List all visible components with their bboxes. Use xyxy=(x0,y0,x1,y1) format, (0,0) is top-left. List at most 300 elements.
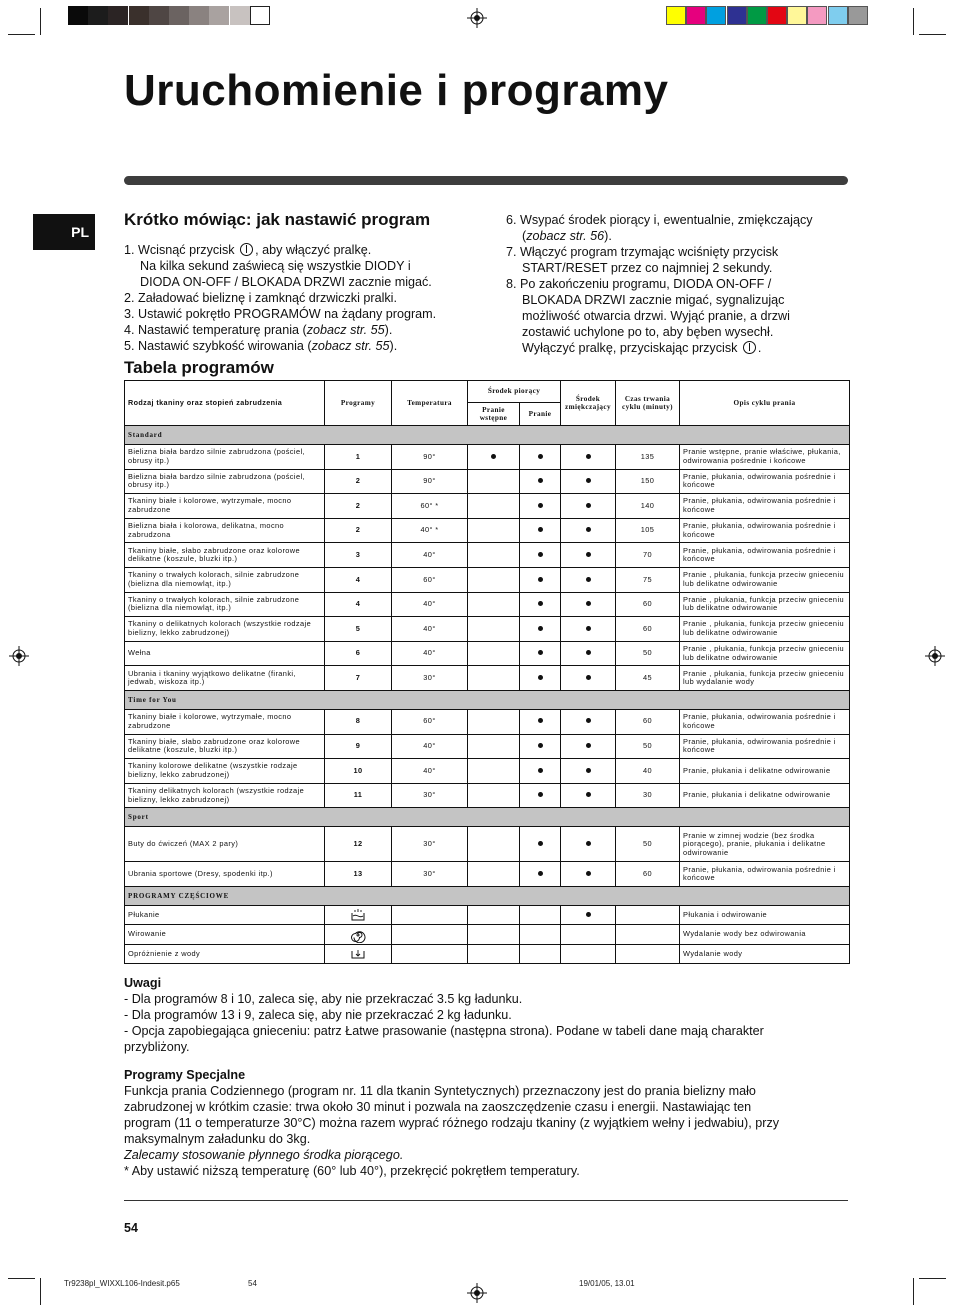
page-reference: zobacz str. 55 xyxy=(311,339,390,353)
wash-cell xyxy=(520,944,561,964)
page-number: 54 xyxy=(124,1221,138,1235)
step-line xyxy=(506,340,848,356)
temperature-cell: 30° xyxy=(392,862,468,887)
fabric-cell: Opróżnienie z wody xyxy=(125,944,325,964)
softener-cell xyxy=(561,709,616,734)
description-cell: Pranie w zimnej wodzie (bez środka piorącego), pranie, płukania i delikatne odwirowanie xyxy=(680,827,850,862)
program-number-cell: 5 xyxy=(325,617,392,642)
wash-cell xyxy=(520,925,561,945)
special-italic-text: Zalecamy stosowanie płynnego środka piorącego. xyxy=(124,1148,404,1162)
fabric-cell: Buty do ćwiczeń (MAX 2 pary) xyxy=(125,827,325,862)
drain-icon xyxy=(350,947,366,961)
step-text: możliwość otwarcia drzwi. Wyjąć pranie, a drzwi xyxy=(522,309,790,323)
description-cell: Pranie wstępne, pranie właściwe, płukania, odwirowania pośrednie i końcowe xyxy=(680,445,850,470)
spin-icon xyxy=(350,927,366,943)
program-group-label: Standard xyxy=(125,426,850,445)
wash-cell xyxy=(520,783,561,808)
fabric-cell: Tkaniny o trwałych kolorach, silnie zabrudzone (bielizna dla niemowląt, itp.) xyxy=(125,567,325,592)
table-row xyxy=(125,567,850,592)
prewash-cell xyxy=(468,567,520,592)
table-row xyxy=(125,925,850,945)
bullet-icon xyxy=(538,675,543,680)
softener-cell xyxy=(561,944,616,964)
duration-cell: 50 xyxy=(616,641,680,666)
gray-swatch xyxy=(230,6,250,25)
wash-cell xyxy=(520,666,561,691)
prewash-cell xyxy=(468,827,520,862)
softener-cell xyxy=(561,734,616,759)
description-cell: Pranie, płukania, odwirowania pośrednie i końcowe xyxy=(680,469,850,494)
bullet-icon xyxy=(538,718,543,723)
wash-cell xyxy=(520,827,561,862)
description-cell: Pranie, płukania, odwirowania pośrednie i końcowe xyxy=(680,494,850,519)
crop-mark xyxy=(919,34,946,35)
bullet-icon xyxy=(586,675,591,680)
step-line xyxy=(506,244,848,260)
column-header-wash: Pranie xyxy=(520,403,561,426)
prewash-cell xyxy=(468,666,520,691)
bullet-icon xyxy=(538,601,543,606)
step-line xyxy=(506,308,848,324)
table-row xyxy=(125,543,850,568)
column-header-duration: Czas trwania cyklu (minuty) xyxy=(616,381,680,426)
rinse-icon xyxy=(350,908,366,922)
temperature-cell: 40° * xyxy=(392,518,468,543)
duration-cell: 75 xyxy=(616,567,680,592)
temperature-cell: 60° xyxy=(392,567,468,592)
bullet-icon xyxy=(586,768,591,773)
registration-target-icon xyxy=(467,8,487,28)
registration-target-icon xyxy=(9,646,29,666)
wash-cell xyxy=(520,905,561,925)
column-header-temperature: Temperatura xyxy=(392,381,468,426)
gray-swatch xyxy=(68,6,88,25)
bullet-icon xyxy=(538,768,543,773)
column-header-program: Programy xyxy=(325,381,392,426)
table-row xyxy=(125,709,850,734)
bullet-icon xyxy=(586,792,591,797)
prewash-cell xyxy=(468,783,520,808)
wash-cell xyxy=(520,592,561,617)
duration-cell xyxy=(616,925,680,945)
step-line xyxy=(124,322,494,338)
color-swatch xyxy=(848,6,868,25)
duration-cell xyxy=(616,944,680,964)
duration-cell: 60 xyxy=(616,592,680,617)
table-row xyxy=(125,905,850,925)
crop-mark xyxy=(919,1278,946,1279)
color-swatch xyxy=(706,6,726,25)
step-line xyxy=(124,290,494,306)
duration-cell: 135 xyxy=(616,445,680,470)
special-programs-section xyxy=(124,1067,848,1179)
wash-cell xyxy=(520,617,561,642)
special-line: program (11 o temperaturze 30°C) można razem wyprać różnego rodzaju tkaniny (z wyjątkiem wełny i jedwabiu), przy xyxy=(124,1116,780,1130)
description-cell: Pranie , płukania, funkcja przeciw gnieceniu lub delikatne odwirowanie xyxy=(680,592,850,617)
page-reference: zobacz str. 56 xyxy=(526,229,605,243)
program-number-cell: 10 xyxy=(325,759,392,784)
column-header-detergent: Środek piorący xyxy=(468,381,561,403)
bullet-icon xyxy=(538,841,543,846)
softener-cell xyxy=(561,494,616,519)
description-cell: Wydalanie wody bez odwirowania xyxy=(680,925,850,945)
table-row xyxy=(125,862,850,887)
table-row xyxy=(125,494,850,519)
power-icon xyxy=(743,341,756,354)
program-table xyxy=(124,380,850,964)
fabric-cell: Tkaniny białe, słabo zabrudzone oraz kolorowe delikatne (koszule, bluzki itp.) xyxy=(125,543,325,568)
softener-cell xyxy=(561,592,616,617)
crop-mark xyxy=(40,8,41,35)
program-number-cell: 2 xyxy=(325,494,392,519)
prewash-cell xyxy=(468,709,520,734)
column-header-softener: Środek zmiękczający xyxy=(561,381,616,426)
softener-cell xyxy=(561,641,616,666)
program-number-cell: 2 xyxy=(325,469,392,494)
bullet-icon xyxy=(586,650,591,655)
wash-cell xyxy=(520,709,561,734)
gray-swatch xyxy=(250,6,270,25)
crop-mark xyxy=(913,8,914,35)
fabric-cell: Ubrania sportowe (Dresy, spodenki itp.) xyxy=(125,862,325,887)
softener-cell xyxy=(561,567,616,592)
duration-cell: 60 xyxy=(616,862,680,887)
fabric-cell: Tkaniny o trwałych kolorach, silnie zabrudzone (bielizna dla niemowląt, itp.) xyxy=(125,592,325,617)
softener-cell xyxy=(561,617,616,642)
prewash-cell xyxy=(468,759,520,784)
prewash-cell xyxy=(468,641,520,666)
temperature-cell xyxy=(392,905,468,925)
program-group-label: Sport xyxy=(125,808,850,827)
program-icon-cell xyxy=(325,944,392,964)
footer-divider xyxy=(124,1200,848,1201)
step-line xyxy=(124,242,494,258)
step-line xyxy=(506,212,848,228)
special-line: maksymalnym załadunku do 3kg. xyxy=(124,1132,311,1146)
program-group-label: PROGRAMY CZĘŚCIOWE xyxy=(125,886,850,905)
footer-filename: Tr9238pl_WIXXL106-Indesit.p65 xyxy=(64,1279,180,1288)
bullet-icon xyxy=(586,912,591,917)
duration-cell: 105 xyxy=(616,518,680,543)
fabric-cell: Tkaniny białe i kolorowe, wytrzymałe, mocno zabrudzone xyxy=(125,494,325,519)
fabric-cell: Wirowanie xyxy=(125,925,325,945)
bullet-icon xyxy=(586,454,591,459)
softener-cell xyxy=(561,862,616,887)
wash-cell xyxy=(520,641,561,666)
prewash-cell xyxy=(468,494,520,519)
description-cell: Pranie , płukania, funkcja przeciw gnieceniu lub delikatne odwirowanie xyxy=(680,617,850,642)
temperature-cell: 40° xyxy=(392,543,468,568)
prewash-cell xyxy=(468,734,520,759)
program-number-cell: 11 xyxy=(325,783,392,808)
step-text: 5. Nastawić szybkość wirowania ( xyxy=(124,339,312,353)
step-text: 1. Wcisnąć przycisk xyxy=(124,243,239,257)
step-text: 7. Włączyć program trzymając wciśnięty przycisk xyxy=(506,245,779,259)
step-text: 6. Wsypać środek piorący i, ewentualnie, zmiękczający xyxy=(506,213,813,227)
program-number-cell: 12 xyxy=(325,827,392,862)
bullet-icon xyxy=(586,577,591,582)
program-number-cell: 2 xyxy=(325,518,392,543)
page-reference: zobacz str. 55 xyxy=(306,323,385,337)
description-cell: Pranie, płukania, odwirowania pośrednie i końcowe xyxy=(680,709,850,734)
bullet-icon xyxy=(586,718,591,723)
fabric-cell: Bielizna biała bardzo silnie zabrudzona (pościel, obrusy itp.) xyxy=(125,445,325,470)
temperature-cell: 60° xyxy=(392,709,468,734)
softener-cell xyxy=(561,666,616,691)
program-group-row xyxy=(125,690,850,709)
title-divider-bar xyxy=(124,176,848,185)
quick-guide-steps-right xyxy=(506,212,848,356)
program-number-cell: 4 xyxy=(325,567,392,592)
temperature-cell: 30° xyxy=(392,827,468,862)
description-cell: Pranie , płukania, funkcja przeciw gnieceniu lub delikatne odwirowanie xyxy=(680,641,850,666)
program-icon-cell xyxy=(325,905,392,925)
program-number-cell: 1 xyxy=(325,445,392,470)
color-swatch xyxy=(747,6,767,25)
column-header-description: Opis cyklu prania xyxy=(680,381,850,426)
special-line: Funkcja prania Codziennego (program nr. 11 dla tkanin Syntetycznych) przeznaczony jest do prania bielizny mało xyxy=(124,1084,756,1098)
prewash-cell xyxy=(468,925,520,945)
temperature-cell: 40° xyxy=(392,759,468,784)
duration-cell: 150 xyxy=(616,469,680,494)
color-swatch xyxy=(807,6,827,25)
table-row xyxy=(125,759,850,784)
table-row xyxy=(125,518,850,543)
fabric-cell: Bielizna biała bardzo silnie zabrudzona (pościel, obrusy itp.) xyxy=(125,469,325,494)
softener-cell xyxy=(561,445,616,470)
program-number-cell: 4 xyxy=(325,592,392,617)
bullet-icon xyxy=(538,626,543,631)
description-cell: Pranie , płukania, funkcja przeciw gnieceniu lub wydalanie wody xyxy=(680,666,850,691)
temperature-cell: 40° xyxy=(392,641,468,666)
description-cell: Pranie, płukania, odwirowania pośrednie i końcowe xyxy=(680,543,850,568)
temperature-cell xyxy=(392,944,468,964)
temperature-cell: 30° xyxy=(392,666,468,691)
duration-cell: 30 xyxy=(616,783,680,808)
table-row xyxy=(125,592,850,617)
description-cell: Płukania i odwirowanie xyxy=(680,905,850,925)
fabric-cell: Tkaniny delikatnych kolorach (wszystkie rodzaje bielizny, lekko zabrudzonej) xyxy=(125,783,325,808)
wash-cell xyxy=(520,494,561,519)
program-icon-cell xyxy=(325,925,392,945)
language-tab: PL xyxy=(33,214,95,250)
duration-cell: 40 xyxy=(616,759,680,784)
fabric-cell: Tkaniny białe i kolorowe, wytrzymałe, mocno zabrudzone xyxy=(125,709,325,734)
prewash-cell xyxy=(468,543,520,568)
gray-swatch xyxy=(169,6,189,25)
duration-cell: 50 xyxy=(616,827,680,862)
bullet-icon xyxy=(586,626,591,631)
step-text: 3. Ustawić pokrętło PROGRAMÓW na żądany program. xyxy=(124,307,437,321)
prewash-cell xyxy=(468,617,520,642)
notes-section xyxy=(124,975,848,1055)
bullet-icon xyxy=(538,454,543,459)
softener-cell xyxy=(561,925,616,945)
description-cell: Wydalanie wody xyxy=(680,944,850,964)
step-line xyxy=(124,274,494,290)
softener-cell xyxy=(561,469,616,494)
bullet-icon xyxy=(538,552,543,557)
bullet-icon xyxy=(586,527,591,532)
temperature-cell: 40° xyxy=(392,617,468,642)
step-text: ). xyxy=(604,229,612,243)
prewash-cell xyxy=(468,469,520,494)
wash-cell xyxy=(520,567,561,592)
wash-cell xyxy=(520,862,561,887)
step-text: 2. Załadować bieliznę i zamknąć drzwiczki pralki. xyxy=(124,291,397,305)
bullet-icon xyxy=(586,503,591,508)
crop-mark xyxy=(40,1278,41,1305)
program-group-row xyxy=(125,426,850,445)
special-line: zabrudzonej w krótkim czasie: trwa około 30 minut i pozwala na zaoszczędzenie czasu i energii. Nastawiając ten xyxy=(124,1100,752,1114)
bullet-icon xyxy=(586,871,591,876)
softener-cell xyxy=(561,783,616,808)
bullet-icon xyxy=(538,871,543,876)
temperature-cell: 90° xyxy=(392,445,468,470)
duration-cell xyxy=(616,905,680,925)
table-row xyxy=(125,783,850,808)
gray-swatch xyxy=(108,6,128,25)
softener-cell xyxy=(561,759,616,784)
program-number-cell: 13 xyxy=(325,862,392,887)
program-number-cell: 6 xyxy=(325,641,392,666)
temperature-cell: 30° xyxy=(392,783,468,808)
prewash-cell xyxy=(468,592,520,617)
crop-mark xyxy=(8,34,35,35)
softener-cell xyxy=(561,518,616,543)
program-number-cell: 3 xyxy=(325,543,392,568)
duration-cell: 45 xyxy=(616,666,680,691)
note-line: - Opcja zapobiegająca gnieceniu: patrz Łatwe prasowanie (następna strona). Podane w tabeli dane mają charakter xyxy=(124,1024,764,1038)
temperature-cell: 60° * xyxy=(392,494,468,519)
wash-cell xyxy=(520,759,561,784)
note-line: przybliżony. xyxy=(124,1040,190,1054)
table-row xyxy=(125,617,850,642)
step-text: . xyxy=(757,341,762,355)
fabric-cell: Wełna xyxy=(125,641,325,666)
special-programs-heading: Programy Specjalne xyxy=(124,1068,246,1082)
step-text: , aby włączyć pralkę. xyxy=(255,243,372,257)
power-icon xyxy=(240,243,253,256)
table-row xyxy=(125,445,850,470)
step-text: ). xyxy=(384,323,393,337)
step-text: DIODA ON-OFF / BLOKADA DRZWI zacznie migać. xyxy=(140,275,432,289)
color-swatch xyxy=(727,6,747,25)
bullet-icon xyxy=(538,650,543,655)
color-swatch xyxy=(787,6,807,25)
description-cell: Pranie, płukania, odwirowania pośrednie i końcowe xyxy=(680,518,850,543)
fabric-cell: Tkaniny o delikatnych kolorach (wszystkie rodzaje bielizny, lekko zabrudzonej) xyxy=(125,617,325,642)
step-text: ( xyxy=(522,229,527,243)
description-cell: Pranie, płukania, odwirowania pośrednie i końcowe xyxy=(680,862,850,887)
step-text: ). xyxy=(389,339,398,353)
temperature-cell: 40° xyxy=(392,734,468,759)
footer-date: 19/01/05, 13.01 xyxy=(579,1279,635,1288)
bullet-icon xyxy=(491,454,496,459)
bullet-icon xyxy=(538,743,543,748)
program-number-cell: 9 xyxy=(325,734,392,759)
color-swatch xyxy=(666,6,686,25)
fabric-cell: Płukanie xyxy=(125,905,325,925)
footer-file-page: 54 xyxy=(248,1279,257,1288)
fabric-cell: Ubrania i tkaniny wyjątkowo delikatne (firanki, jedwab, wiskoza itp.) xyxy=(125,666,325,691)
table-row xyxy=(125,734,850,759)
gray-swatch xyxy=(129,6,149,25)
note-line: - Dla programów 13 i 9, zaleca się, aby nie przekraczać 2 kg ładunku. xyxy=(124,1008,512,1022)
duration-cell: 140 xyxy=(616,494,680,519)
step-line xyxy=(124,258,494,274)
prewash-cell xyxy=(468,518,520,543)
gray-swatch xyxy=(149,6,169,25)
description-cell: Pranie , płukania, funkcja przeciw gnieceniu lub delikatne odwirowanie xyxy=(680,567,850,592)
description-cell: Pranie, płukania, odwirowania pośrednie i końcowe xyxy=(680,734,850,759)
bullet-icon xyxy=(538,792,543,797)
temperature-cell: 40° xyxy=(392,592,468,617)
prewash-cell xyxy=(468,905,520,925)
description-cell: Pranie, płukania i delikatne odwirowanie xyxy=(680,783,850,808)
wash-cell xyxy=(520,518,561,543)
color-swatch xyxy=(686,6,706,25)
step-line xyxy=(506,324,848,340)
temperature-cell xyxy=(392,925,468,945)
column-header-prewash: Pranie wstępne xyxy=(468,403,520,426)
bullet-icon xyxy=(538,478,543,483)
step-line xyxy=(506,260,848,276)
description-cell: Pranie, płukania i delikatne odwirowanie xyxy=(680,759,850,784)
step-text: BLOKADA DRZWI zacznie migać, sygnalizując xyxy=(522,293,785,307)
bullet-icon xyxy=(586,601,591,606)
quick-guide-steps-left xyxy=(124,242,494,354)
step-line xyxy=(124,338,494,354)
bullet-icon xyxy=(538,503,543,508)
fabric-cell: Bielizna biała i kolorowa, delikatna, mocno zabrudzona xyxy=(125,518,325,543)
duration-cell: 50 xyxy=(616,734,680,759)
bullet-icon xyxy=(586,478,591,483)
table-row xyxy=(125,641,850,666)
wash-cell xyxy=(520,543,561,568)
program-number-cell: 7 xyxy=(325,666,392,691)
crop-mark xyxy=(8,1278,35,1279)
step-text: 8. Po zakończeniu programu, DIODA ON-OFF / xyxy=(506,277,772,291)
program-group-label: Time for You xyxy=(125,690,850,709)
note-line: - Dla programów 8 i 10, zaleca się, aby nie przekraczać 3.5 kg ładunku. xyxy=(124,992,523,1006)
crop-mark xyxy=(913,1278,914,1305)
step-text: Wyłączyć pralkę, przyciskając przycisk xyxy=(522,341,741,355)
bullet-icon xyxy=(586,743,591,748)
program-group-row xyxy=(125,808,850,827)
prewash-cell xyxy=(468,862,520,887)
step-text: 4. Nastawić temperaturę prania ( xyxy=(124,323,307,337)
fabric-cell: Tkaniny białe, słabo zabrudzone oraz kolorowe delikatne (koszule, bluzki itp.) xyxy=(125,734,325,759)
gray-swatch xyxy=(209,6,229,25)
table-row xyxy=(125,666,850,691)
step-text: zostawić uchylone po to, aby bęben wysechł. xyxy=(522,325,774,339)
gray-swatch xyxy=(189,6,209,25)
registration-target-icon xyxy=(467,1283,487,1303)
step-text: Na kilka sekund zaświecą się wszystkie DIODY i xyxy=(140,259,411,273)
step-line xyxy=(506,228,848,244)
page-title: Uruchomienie i programy xyxy=(124,66,669,115)
fabric-cell: Tkaniny kolorowe delikatne (wszystkie rodzaje bielizny, lekko zabrudzonej) xyxy=(125,759,325,784)
softener-cell xyxy=(561,905,616,925)
softener-cell xyxy=(561,543,616,568)
color-swatch xyxy=(828,6,848,25)
bullet-icon xyxy=(538,527,543,532)
bullet-icon xyxy=(586,841,591,846)
wash-cell xyxy=(520,469,561,494)
wash-cell xyxy=(520,734,561,759)
duration-cell: 60 xyxy=(616,709,680,734)
